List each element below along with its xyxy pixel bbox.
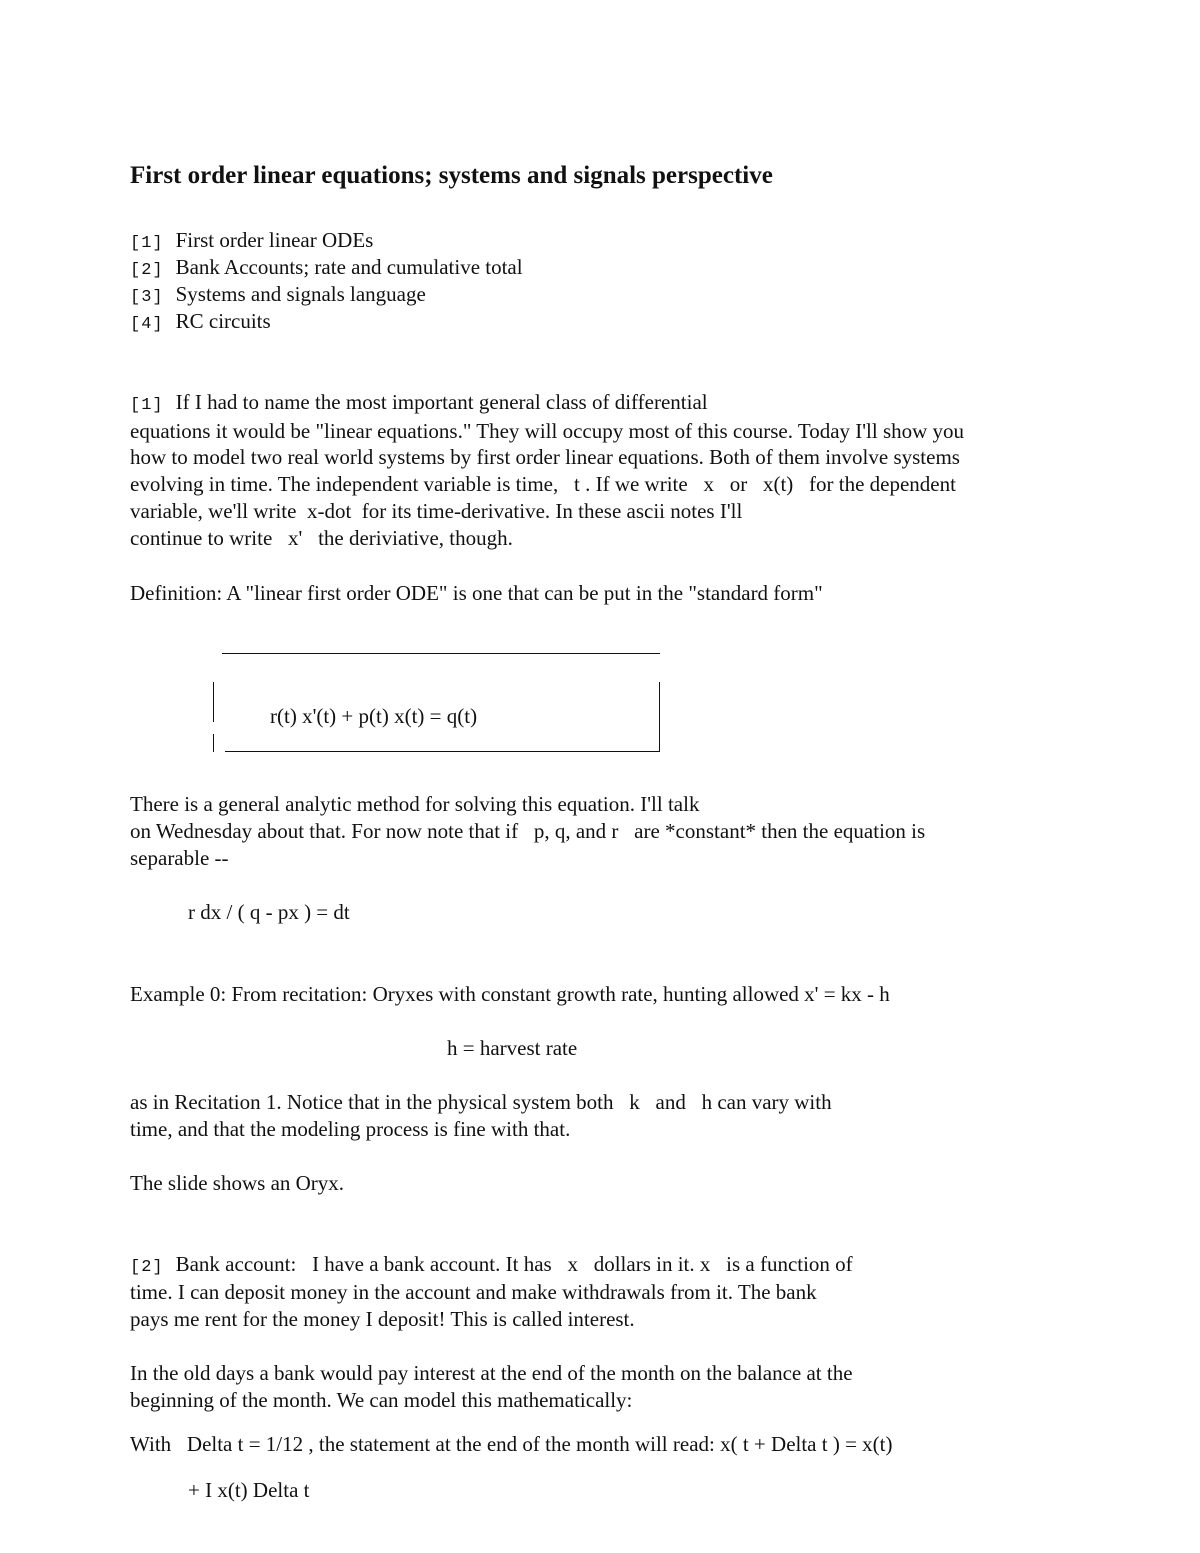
section-number: [2] <box>130 1258 164 1277</box>
page-title: First order linear equations; systems and signals perspective <box>130 162 773 189</box>
paragraph-line: time, and that the modeling process is fine with that. <box>130 1117 571 1141</box>
separable-equation: r dx / ( q - px ) = dt <box>188 900 350 924</box>
box-top-rule <box>222 653 660 654</box>
paragraph-line: The slide shows an Oryx. <box>130 1171 345 1195</box>
paragraph-text: If I had to name the most important general class of differential <box>175 390 708 414</box>
equation-continuation: + I x(t) Delta t <box>188 1478 310 1502</box>
toc-item-2 <box>130 254 523 284</box>
toc-number: [3] <box>130 288 164 307</box>
toc-label: Bank Accounts; rate and cumulative total <box>175 255 523 279</box>
paragraph-line: With Delta t = 1/12 , the statement at the end of the month will read: x( t + Delta t ) = x(t) <box>130 1432 893 1456</box>
paragraph-line: how to model two real world systems by first order linear equations. Both of them involve systems <box>130 445 960 469</box>
toc-item-1 <box>130 227 373 257</box>
paragraph-line: There is a general analytic method for solving this equation. I'll talk <box>130 792 700 816</box>
harvest-rate-line: h = harvest rate <box>447 1036 578 1060</box>
paragraph-line: separable -- <box>130 846 229 870</box>
paragraph-line: pays me rent for the money I deposit! This is called interest. <box>130 1307 635 1331</box>
section-number: [1] <box>130 396 164 415</box>
paragraph-line: evolving in time. The independent variable is time, t . If we write x or x(t) for the dependent <box>130 472 956 496</box>
paragraph-text: Bank account: I have a bank account. It has x dollars in it. x is a function of <box>175 1252 853 1276</box>
box-bottom-rule <box>225 751 660 752</box>
section-1-heading-line <box>130 389 708 419</box>
toc-label: First order linear ODEs <box>175 228 374 252</box>
paragraph-line: In the old days a bank would pay interest at the end of the month on the balance at the <box>130 1361 853 1385</box>
section-2-heading-line <box>130 1251 853 1281</box>
paragraph-line: time. I can deposit money in the account and make withdrawals from it. The bank <box>130 1280 817 1304</box>
box-right-rule <box>659 682 660 752</box>
toc-label: RC circuits <box>175 309 271 333</box>
toc-number: [4] <box>130 315 164 334</box>
paragraph-line: equations it would be "linear equations." They will occupy most of this course. Today I'll show you <box>130 419 965 443</box>
toc-item-3 <box>130 281 426 311</box>
toc-number: [2] <box>130 261 164 280</box>
toc-label: Systems and signals language <box>175 282 426 306</box>
paragraph-line: as in Recitation 1. Notice that in the physical system both k and h can vary with <box>130 1090 832 1114</box>
toc-number: [1] <box>130 234 164 253</box>
paragraph-line: continue to write x' the deriviative, though. <box>130 526 513 550</box>
box-left-rule <box>213 682 214 722</box>
box-left-rule-lower <box>213 734 214 752</box>
definition-line: Definition: A "linear first order ODE" is one that can be put in the "standard form" <box>130 581 823 605</box>
toc-item-4 <box>130 308 271 338</box>
paragraph-line: variable, we'll write x-dot for its time-derivative. In these ascii notes I'll <box>130 499 743 523</box>
example-line: Example 0: From recitation: Oryxes with constant growth rate, hunting allowed x' = kx - h <box>130 982 890 1006</box>
boxed-equation: r(t) x'(t) + p(t) x(t) = q(t) <box>270 704 478 728</box>
paragraph-line: on Wednesday about that. For now note that if p, q, and r are *constant* then the equation is <box>130 819 926 843</box>
paragraph-line: beginning of the month. We can model this mathematically: <box>130 1388 633 1412</box>
